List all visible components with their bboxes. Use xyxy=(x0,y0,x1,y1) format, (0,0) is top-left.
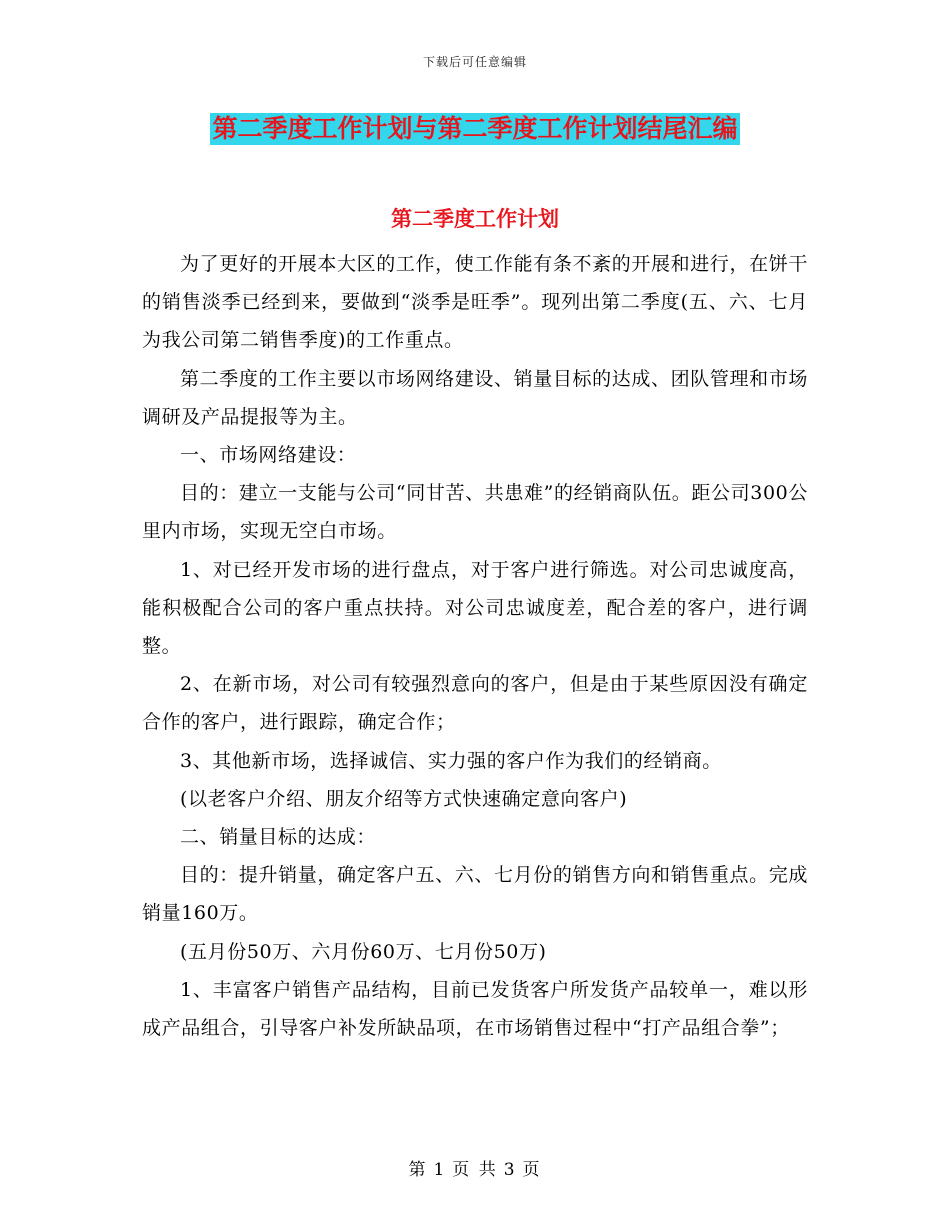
page-middle: 页 共 xyxy=(452,1160,498,1180)
paragraph: 为了更好的开展本大区的工作，使工作能有条不紊的开展和进行，在饼干的销售淡季已经到来，要做到“淡季是旺季”。现列出第二季度(五、六、七月为我公司第二销售季度)的工作重点。 xyxy=(142,253,808,352)
paragraph: 3、其他新市场，选择诚信、实力强的客户作为我们的经销商。 xyxy=(180,749,722,772)
page-footer xyxy=(0,1155,950,1180)
paragraph: 目的：提升销量，确定客户五、六、七月份的销售方向和销售重点。完成销量160万。 xyxy=(142,864,808,925)
paragraph: 二、销量目标的达成： xyxy=(180,826,377,849)
page-prefix: 第 xyxy=(408,1160,428,1180)
section-title: 第二季度工作计划 xyxy=(391,207,559,231)
paragraph: (五月份50万、六月份60万、七月份50万) xyxy=(180,940,547,963)
paragraph: 一、市场网络建设： xyxy=(180,444,357,467)
page-number: 1 xyxy=(433,1160,447,1180)
main-title-container xyxy=(0,113,950,145)
paragraph: 第二季度的工作主要以市场网络建设、销量目标的达成、团队管理和市场调研及产品提报等为主。 xyxy=(142,367,808,428)
paragraph: 2、在新市场，对公司有较强烈意向的客户，但是由于某些原因没有确定合作的客户，进行跟踪，确定合作； xyxy=(142,673,808,734)
header-note: 下载后可任意编辑 xyxy=(422,55,527,69)
paragraph: 1、对已经开发市场的进行盘点，对于客户进行筛选。对公司忠诚度高，能积极配合公司的客户重点扶持。对公司忠诚度差，配合差的客户，进行调整。 xyxy=(142,558,808,658)
page-total: 3 xyxy=(503,1160,517,1180)
paragraph: 1、丰富客户销售产品结构，目前已发货客户所发货产品较单一，难以形成产品组合，引导客户补发所缺品项，在市场销售过程中“打产品组合拳”； xyxy=(142,978,808,1040)
document-body xyxy=(142,245,808,1047)
paragraph: 目的：建立一支能与公司“同甘苦、共患难”的经销商队伍。距公司300公里内市场，实现无空白市场。 xyxy=(142,482,808,543)
page-suffix: 页 xyxy=(522,1160,542,1180)
paragraph: (以老客户介绍、朋友介绍等方式快速确定意向客户) xyxy=(180,787,628,810)
main-title: 第二季度工作计划与第二季度工作计划结尾汇编 xyxy=(212,114,738,143)
